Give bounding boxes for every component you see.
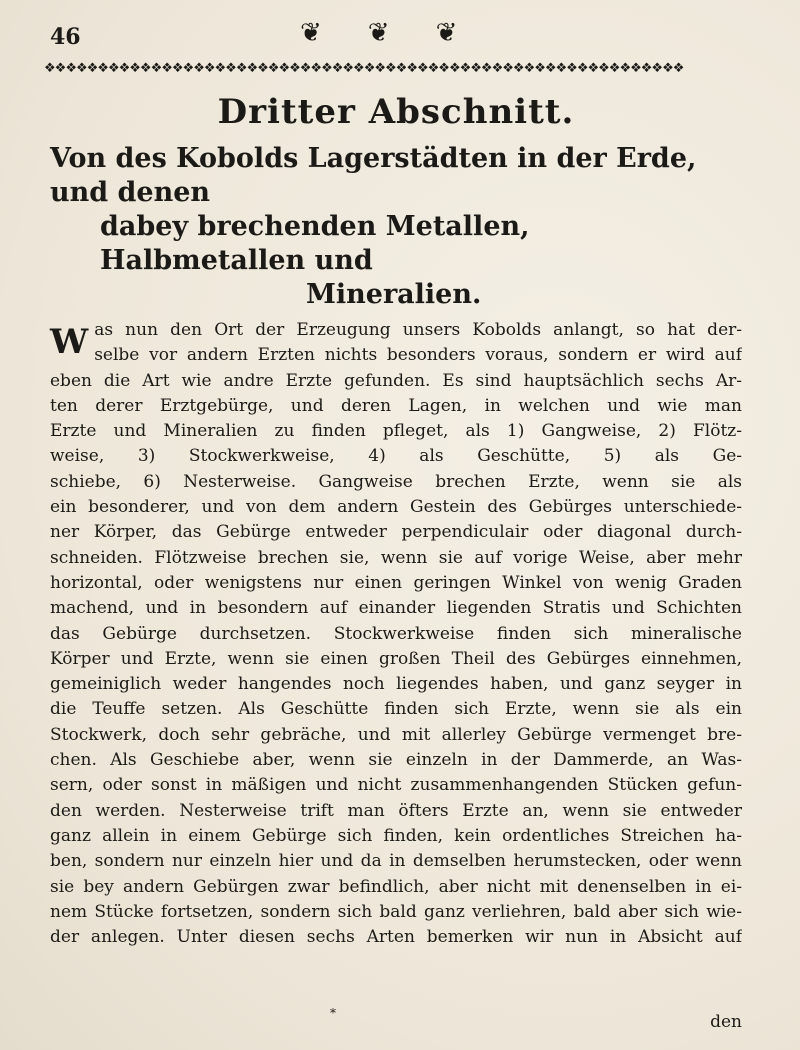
rule-ornament-icon: ❖ — [171, 62, 183, 76]
text-line: Stockwerk, doch sehr gebräche, und mit allerley Gebürge vermenget bre- — [50, 724, 742, 745]
rule-ornament-icon: ❖ — [406, 62, 417, 76]
rule-ornament-icon: ❖ — [203, 62, 215, 76]
rule-ornament-icon: ❖ — [225, 62, 236, 76]
rule-ornament-icon: ❖ — [459, 62, 471, 76]
signature-mark: * — [330, 1006, 336, 1020]
rule-ornament-icon: ❖ — [75, 62, 87, 76]
text-line: weise, 3) Stockwerkweise, 4) als Geschütte, 5) als Ge- — [50, 446, 742, 467]
text-line: die Teuffe setzen. Als Geschütte finden sich Erzte, wenn sie als ein — [50, 699, 742, 720]
ornament-icon: ❦ — [435, 18, 458, 48]
subtitle-line: Mineralien. — [306, 279, 482, 310]
rule-ornament-icon: ❖ — [363, 62, 375, 76]
rule-ornament-icon: ❖ — [480, 62, 492, 76]
rule-ornament-icon: ❖ — [555, 62, 567, 76]
text-line: selbe vor andern Erzten nichts besonders voraus, sondern er wird auf — [94, 345, 742, 366]
rule-ornament-icon: ❖ — [576, 62, 588, 76]
rule-ornament-icon: ❖ — [523, 62, 535, 76]
rule-ornament-icon: ❖ — [598, 62, 609, 76]
text-line: nem Stücke fortsetzen, sondern sich bald ganz verliehren, bald aber sich wie- — [50, 901, 742, 922]
rule-ornament-icon: ❖ — [470, 62, 481, 76]
rule-ornament-icon: ❖ — [448, 62, 460, 76]
catchword: den — [710, 1012, 742, 1032]
rule-ornament-icon: ❖ — [512, 62, 524, 76]
rule-ornament-icon: ❖ — [267, 62, 279, 76]
chapter-subtitle — [50, 142, 742, 312]
rule-ornament-icon: ❖ — [310, 62, 322, 76]
rule-ornament-icon: ❖ — [97, 62, 108, 76]
rule-ornament-icon: ❖ — [438, 62, 449, 76]
text-line: ten derer Erztgebürge, und deren Lagen, in welchen und wie man — [50, 395, 742, 416]
rule-ornament-icon: ❖ — [342, 62, 354, 76]
text-line: ner Körper, das Gebürge entweder perpendiculair oder diagonal durch- — [50, 522, 742, 543]
text-line: chen. Als Geschiebe aber, wenn sie einzeln in der Dammerde, an Was- — [50, 750, 742, 771]
text-line: gemeiniglich weder hangendes noch liegendes haben, und ganz seyger in — [50, 674, 742, 695]
rule-ornament-icon: ❖ — [587, 62, 599, 76]
drop-cap: W — [50, 322, 89, 362]
rule-ornament-icon: ❖ — [566, 62, 577, 76]
rule-ornament-icon: ❖ — [662, 62, 673, 76]
text-line: sern, oder sonst in mäßigen und nicht zusammenhangenden Stücken gefun- — [50, 775, 742, 796]
rule-ornament-icon: ❖ — [257, 62, 268, 76]
rule-ornament-icon: ❖ — [289, 62, 300, 76]
subtitle-line: dabey brechenden Metallen, Halbmetallen und — [100, 211, 530, 276]
rule-ornament-icon: ❖ — [534, 62, 545, 76]
text-line: schneiden. Flötzweise brechen sie, wenn sie auf vorige Weise, aber mehr — [50, 547, 742, 568]
text-line: Erzte und Mineralien zu finden pfleget, als 1) Gangweise, 2) Flötz- — [50, 421, 742, 442]
ornament-icon: ❦ — [300, 18, 322, 48]
rule-ornament-icon: ❖ — [395, 62, 407, 76]
rule-ornament-icon: ❖ — [427, 62, 439, 76]
rule-ornament-icon: ❖ — [129, 62, 140, 76]
rule-ornament-icon: ❖ — [299, 62, 311, 76]
rule-ornament-icon: ❖ — [321, 62, 332, 76]
rule-ornament-icon: ❖ — [385, 62, 396, 76]
page-header — [50, 18, 742, 62]
rule-ornament-icon: ❖ — [107, 62, 119, 76]
header-ornaments — [300, 20, 457, 46]
rule-ornament-icon: ❖ — [608, 62, 620, 76]
rule-ornament-icon: ❖ — [118, 62, 130, 76]
text-line: Körper und Erzte, wenn sie einen großen Theil des Gebürges einnehmen, — [50, 648, 742, 669]
rule-ornament-icon: ❖ — [193, 62, 204, 76]
page-number: 46 — [50, 24, 81, 50]
rule-ornament-icon: ❖ — [44, 62, 55, 76]
rule-ornament-icon: ❖ — [214, 62, 226, 76]
text-line: ganz allein in einem Gebürge sich finden, kein ordentliches Streichen ha- — [50, 825, 742, 846]
ornament-icon: ❦ — [367, 18, 390, 48]
rule-ornament-icon: ❖ — [150, 62, 162, 76]
rule-ornament-icon: ❖ — [544, 62, 556, 76]
rule-ornament-icon: ❖ — [139, 62, 151, 76]
rule-ornament-icon: ❖ — [619, 62, 631, 76]
subtitle-line: Von des Kobolds Lagerstädten in der Erde, und denen — [50, 143, 697, 208]
text-line: horizontal, oder wenigstens nur einen geringen Winkel von wenig Graden — [50, 572, 742, 593]
text-line: ein besonderer, und von dem andern Gestein des Gebürges unterschiede- — [50, 497, 742, 518]
rule-ornament-icon: ❖ — [86, 62, 98, 76]
rule-ornament-icon: ❖ — [353, 62, 364, 76]
rule-ornament-icon: ❖ — [65, 62, 76, 76]
text-line: schiebe, 6) Nesterweise. Gangweise brechen Erzte, wenn sie als — [50, 471, 742, 492]
text-line: den werden. Nesterweise trift man öfters Erzte an, wenn sie entweder — [50, 800, 742, 821]
decorative-rule — [44, 62, 744, 76]
text-line: ben, sondern nur einzeln hier und da in demselben herumstecken, oder wenn — [50, 851, 742, 872]
rule-ornament-icon: ❖ — [278, 62, 290, 76]
rule-ornament-icon: ❖ — [331, 62, 343, 76]
rule-ornament-icon: ❖ — [374, 62, 385, 76]
rule-ornament-icon: ❖ — [54, 62, 66, 76]
rule-ornament-icon: ❖ — [182, 62, 194, 76]
text-line: sie bey andern Gebürgen zwar befindlich, aber nicht mit denenselben in ei- — [50, 876, 742, 897]
section-title: Dritter Abschnitt. — [217, 92, 575, 132]
rule-ornament-icon: ❖ — [235, 62, 247, 76]
text-line: eben die Art wie andre Erzte gefunden. Es sind hauptsächlich sechs Ar- — [50, 370, 742, 391]
rule-ornament-icon: ❖ — [491, 62, 503, 76]
rule-ornament-icon: ❖ — [672, 62, 684, 76]
body-text — [50, 318, 742, 950]
rule-ornament-icon: ❖ — [651, 62, 663, 76]
text-line: der anlegen. Unter diesen sechs Arten bemerken wir nun in Absicht auf — [50, 927, 742, 948]
rule-ornament-icon: ❖ — [161, 62, 172, 76]
rule-ornament-icon: ❖ — [246, 62, 258, 76]
rule-ornament-icon: ❖ — [502, 62, 513, 76]
rule-ornament-icon: ❖ — [416, 62, 428, 76]
text-line: machend, und in besondern auf einander liegenden Stratis und Schichten — [50, 598, 742, 619]
rule-ornament-icon: ❖ — [630, 62, 641, 76]
text-line: as nun den Ort der Erzeugung unsers Kobolds anlangt, so hat der- — [94, 320, 742, 340]
rule-ornament-icon: ❖ — [640, 62, 652, 76]
text-line: das Gebürge durchsetzen. Stockwerkweise finden sich mineralische — [50, 623, 742, 644]
